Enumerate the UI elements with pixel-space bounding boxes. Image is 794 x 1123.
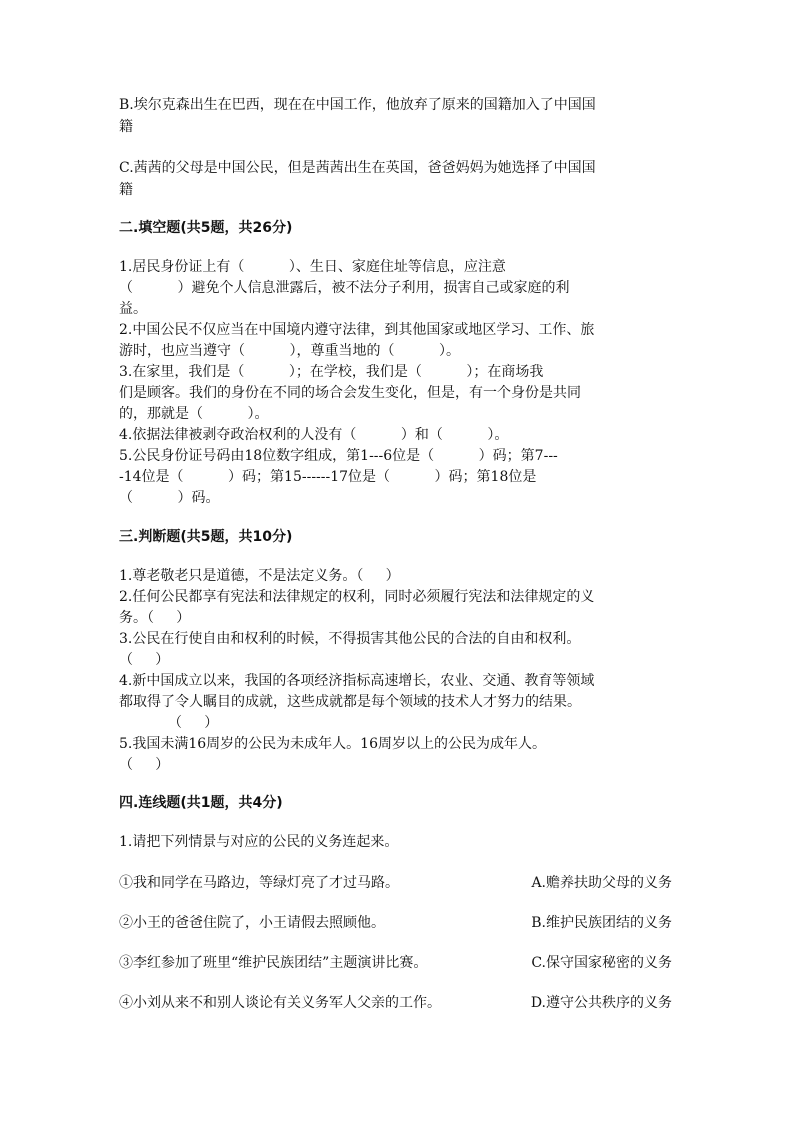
question-line: 都取得了令人瞩目的成就，这些成就都是每个领域的技术人才努力的结果。 (119, 694, 581, 710)
question-line: 3.在家里，我们是（ ）；在学校，我们是（ ）；在商场我 (119, 364, 544, 380)
section-heading-true-false: 三.判断题(共5题，共10分) (119, 529, 293, 545)
question-line: 的，那就是（ ）。 (119, 406, 269, 422)
question-line: 益。 (119, 301, 147, 317)
section-heading-fill-blank: 二.填空题(共5题，共26分) (119, 220, 293, 236)
question-line: 4.新中国成立以来，我国的各项经济指标高速增长，农业、交通、教育等领域 (119, 673, 595, 689)
section-heading-matching: 四.连线题(共1题，共4分) (119, 795, 283, 811)
question-line: 1.尊老敬老只是道德，不是法定义务。（ ） (119, 568, 400, 584)
matching-duty: B.维护民族团结的义务 (531, 915, 672, 931)
matching-question: 1.请把下列情景与对应的公民的义务连起来。 (119, 834, 399, 850)
matching-scenario: ③李红参加了班里“维护民族团结”主题演讲比赛。 (119, 955, 428, 971)
question-line: 3.公民在行使自由和权利的时候，不得损害其他公民的合法的自由和权利。 (119, 631, 581, 647)
question-line: （ ） (168, 715, 219, 731)
question-line: 5.我国未满16周岁的公民为未成年人。16周岁以上的公民为成年人。 (119, 736, 546, 752)
matching-scenario: ①我和同学在马路边，等绿灯亮了才过马路。 (119, 875, 399, 891)
matching-duty: C.保守国家秘密的义务 (531, 955, 672, 971)
question-line: -14位是（ ）码；第15------17位是（ ）码；第18位是 (119, 469, 537, 485)
question-line: 5.公民身份证号码由18位数字组成，第1---6位是（ ）码；第7--- (119, 448, 558, 464)
question-line: 们是顾客。我们的身份在不同的场合会发生变化，但是，有一个身份是共同 (119, 385, 581, 401)
matching-scenario: ②小王的爸爸住院了，小王请假去照顾他。 (119, 915, 385, 931)
option-c-line: C.茜茜的父母是中国公民，但是茜茜出生在英国，爸爸妈妈为她选择了中国国 (119, 160, 596, 176)
question-line: （ ） (119, 652, 170, 668)
question-line: 务。（ ） (119, 610, 191, 626)
matching-scenario: ④小刘从来不和别人谈论有关义务军人父亲的工作。 (119, 995, 441, 1011)
matching-duty: D.遵守公共秩序的义务 (530, 995, 672, 1011)
matching-duty: A.赡养扶助父母的义务 (531, 875, 672, 891)
question-line: （ ） (119, 757, 170, 773)
question-line: （ ）避免个人信息泄露后，被不法分子利用，损害自己或家庭的利 (119, 280, 570, 296)
question-line: （ ）码。 (119, 490, 220, 506)
question-line: 4.依据法律被剥夺政治权利的人没有（ ）和（ ）。 (119, 427, 509, 443)
question-line: 1.居民身份证上有（ ）、生日、家庭住址等信息，应注意 (119, 259, 506, 275)
question-line: 2.中国公民不仅应当在中国境内遵守法律，到其他国家或地区学习、工作、旅 (119, 322, 595, 338)
option-b-line: B.埃尔克森出生在巴西，现在在中国工作，他放弃了原来的国籍加入了中国国 (119, 97, 596, 113)
question-line: 游时，也应当遵守（ ），尊重当地的（ ）。 (119, 343, 461, 359)
option-b-line: 籍 (119, 119, 133, 135)
question-line: 2.任何公民都享有宪法和法律规定的权利，同时必须履行宪法和法律规定的义 (119, 589, 595, 605)
option-c-line: 籍 (119, 182, 133, 198)
